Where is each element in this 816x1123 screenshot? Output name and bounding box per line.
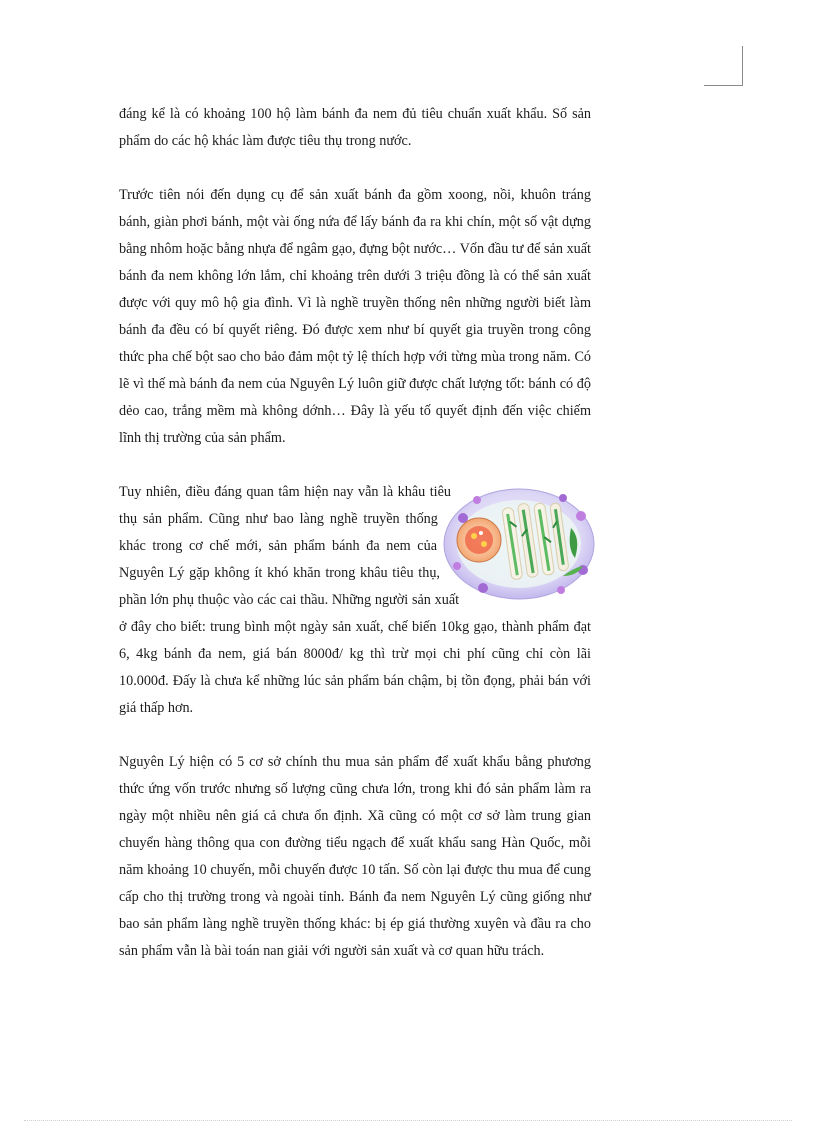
crop-mark-vertical [742,46,743,86]
paragraph-1: đáng kể là có khoảng 100 hộ làm bánh đa nem đủ tiêu chuẩn xuất khẩu. Số sản phẩm do các hộ khác làm được tiêu thụ trong nước. [119,106,591,149]
spring-rolls-illustration [443,488,595,600]
article-body [119,101,591,992]
paragraph-3: Tuy nhiên, điều đáng quan tâm hiện nay vẫn là khâu tiêu thụ sản phẩm. Cũng như bao làng nghề truyền thống khác trong cơ chế mới, sản phẩm bánh đa nem của Nguyên Lý gặp không ít khó khăn trong khâu tiêu thụ, phần lớn phụ thuộc vào các cai thầu. Những người sản xuất ở đây cho biết: trung bình một ngày sản xuất, chế biến 10kg gạo, thành phẩm đạt 6, 4kg bánh đa nem, giá bán 8000đ/ kg thì trừ mọi chi phí cũng chỉ còn lãi 10.000đ. Đấy là chưa kể những lúc sản phẩm bán chậm, bị tồn đọng, phải bán với giá thấp hơn. [119,484,591,716]
paragraph-4: Nguyên Lý hiện có 5 cơ sở chính thu mua sản phẩm để xuất khẩu bằng phương thức ứng vốn trước nhưng số lượng cũng chưa lớn, trong khi đó sản phẩm làm ra ngày một nhiều nên giá cả chưa ổn định. Xã cũng có một cơ sở làm trung gian chuyển hàng thông qua con đường tiểu ngạch để xuất khẩu sang Hàn Quốc, mỗi năm khoảng 10 chuyến, mỗi chuyến được 10 tấn. Số còn lại được thu mua để cung cấp cho thị trường trong và ngoài tỉnh. Bánh đa nem Nguyên Lý cũng giống như bao sản phẩm làng nghề truyền thống khác: bị ép giá thường xuyên và đầu ra cho sản phẩm vẫn là bài toán nan giải với người sản xuất và cơ quan hữu trách. [119,754,591,959]
paragraph-2: Trước tiên nói đến dụng cụ để sản xuất bánh đa gồm xoong, nồi, khuôn tráng bánh, giàn phơi bánh, một vài ống nứa để lấy bánh đa ra khi chín, một số vật dựng bằng nhôm hoặc bằng nhựa để ngâm gạo, đựng bột nước… Vốn đầu tư để sản xuất bánh đa nem không lớn lắm, chỉ khoảng trên dưới 3 triệu đồng là có thể sản xuất được với quy mô hộ gia đình. Vì là nghề truyền thống nên những người biết làm bánh đa đều có bí quyết riêng. Đó được xem như bí quyết gia truyền trong công thức pha chế bột sao cho bảo đảm một tỷ lệ thích hợp với từng mùa trong năm. Có lẽ vì thế mà bánh đa nem của Nguyên Lý luôn giữ được chất lượng tốt: bánh có độ dẻo cao, trắng mềm mà không dớnh… Đây là yếu tố quyết định đến việc chiếm lĩnh thị trường của sản phẩm. [119,187,591,446]
spring-rolls-photo [443,488,595,600]
page-footer-rule [24,1120,792,1121]
crop-mark-horizontal [704,85,743,86]
